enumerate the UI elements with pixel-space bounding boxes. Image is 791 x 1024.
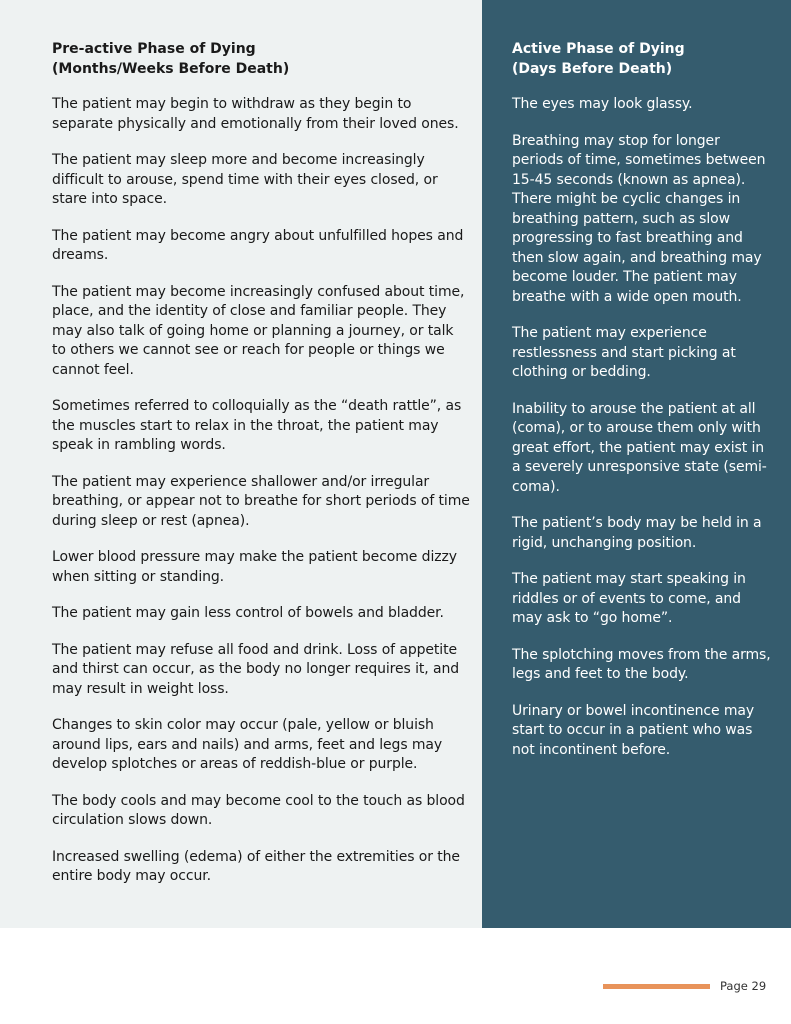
page-number: Page 29 xyxy=(720,979,767,993)
paragraph: The splotching moves from the arms, legs and feet to the body. xyxy=(512,646,771,682)
paragraph: The patient may begin to withdraw as they begin to separate physically and emotionally from their loved ones. xyxy=(52,96,459,132)
paragraph: The body cools and may become cool to the touch as blood circulation slows down. xyxy=(52,792,465,828)
paragraph: The patient may refuse all food and drink. Loss of appetite and thirst can occur, as the body no longer requires it, and may result in weight loss. xyxy=(52,641,460,697)
paragraph: The patient may start speaking in riddles or of events to come, and may ask to “go home”. xyxy=(512,571,746,626)
paragraph: The patient may become increasingly confused about time, place, and the identity of close and familiar people. They may also talk of going home or planning a journey, or talk to others we cannot see or reach for people or things we cannot feel. xyxy=(52,283,465,378)
paragraph: The patient may experience shallower and/or irregular breathing, or appear not to breathe for short periods of time during sleep or rest (apnea). xyxy=(52,473,470,529)
footer-accent-bar xyxy=(603,984,710,989)
heading-line-1: Pre-active Phase of Dying xyxy=(52,41,256,57)
paragraph: Inability to arouse the patient at all (coma), or to arouse them only with great effort, the patient may exist in a severely unresponsive state (semi-coma). xyxy=(512,400,767,495)
heading-line-2: (Days Before Death) xyxy=(512,61,673,77)
heading-line-1: Active Phase of Dying xyxy=(512,41,685,57)
paragraph: The patient may become angry about unfulfilled hopes and dreams. xyxy=(52,227,464,263)
paragraph: The patient may gain less control of bowels and bladder. xyxy=(52,605,444,621)
paragraph: Breathing may stop for longer periods of time, sometimes between 15-45 seconds (known as apnea). There might be cyclic changes in breathing pattern, such as slow progressing to fast breathing and then slow again, and breathing may become louder. The patient may breathe with a wide open mouth. xyxy=(512,132,766,305)
paragraph: Changes to skin color may occur (pale, yellow or bluish around lips, ears and nails) and arms, feet and legs may develop splotches or areas of reddish-blue or purple. xyxy=(52,717,443,772)
paragraph: Urinary or bowel incontinence may start to occur in a patient who was not incontinent before. xyxy=(512,702,755,758)
paragraph: The patient may experience restlessness and start picking at clothing or bedding. xyxy=(512,325,736,380)
paragraph: The patient may sleep more and become increasingly difficult to arouse, spend time with their eyes closed, or stare into space. xyxy=(52,152,438,207)
pre-active-phase-heading xyxy=(52,39,470,79)
paragraph: The eyes may look glassy. xyxy=(512,96,693,112)
heading-line-2: (Months/Weeks Before Death) xyxy=(52,61,290,77)
paragraph: The patient’s body may be held in a rigid, unchanging position. xyxy=(512,515,762,551)
paragraph: Sometimes referred to colloquially as the “death rattle”, as the muscles start to relax in the throat, the patient may speak in rambling words. xyxy=(52,398,462,453)
paragraph: Lower blood pressure may make the patient become dizzy when sitting or standing. xyxy=(52,549,457,585)
active-phase-section xyxy=(512,39,774,777)
paragraph: Increased swelling (edema) of either the extremities or the entire body may occur. xyxy=(52,848,460,884)
pre-active-phase-section xyxy=(52,39,470,904)
active-phase-heading xyxy=(512,39,774,79)
